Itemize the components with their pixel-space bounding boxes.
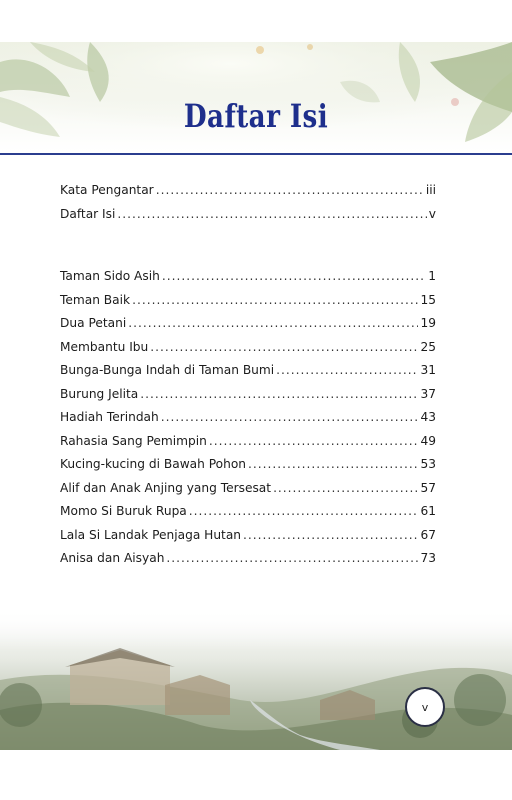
toc-leader-dots [248, 457, 418, 471]
toc-leader-dots [276, 363, 418, 377]
toc-entry-page: iii [425, 183, 436, 197]
toc-entry-page: 73 [420, 551, 436, 565]
book-page [0, 42, 512, 750]
toc-entry[interactable] [60, 269, 436, 293]
toc-leader-dots [156, 183, 424, 197]
toc-entry-title: Lala Si Landak Penjaga Hutan [60, 527, 242, 542]
toc-leader-dots [209, 434, 419, 448]
toc-leader-dots [243, 528, 418, 542]
toc-entry-title: Taman Sido Asih [60, 269, 160, 283]
toc-entry-page: 61 [420, 504, 436, 518]
toc-entry-page: 43 [420, 410, 436, 424]
toc-entry-page: 15 [420, 292, 436, 307]
toc-entry-page: 67 [420, 527, 436, 542]
toc-leader-dots [132, 293, 418, 307]
toc-entry[interactable] [60, 481, 436, 505]
toc-entry-page: 19 [420, 316, 436, 330]
toc-entry-title: Teman Baik [60, 292, 131, 307]
toc-entry[interactable] [60, 183, 436, 207]
footer-village-illustration [0, 610, 512, 750]
toc-entry-title: Membantu Ibu [60, 339, 149, 354]
toc-entry-title: Momo Si Buruk Rupa [60, 504, 187, 518]
toc-entry-title: Daftar Isi [60, 206, 116, 221]
toc-leader-dots [189, 504, 419, 518]
toc-entry[interactable] [60, 207, 436, 231]
toc-leader-dots [150, 340, 418, 354]
toc-entry-title: Alif dan Anak Anjing yang Tersesat [60, 480, 272, 495]
toc-entry-title: Rahasia Sang Pemimpin [60, 433, 207, 448]
toc-entry-page: 31 [420, 363, 436, 377]
toc-leader-dots [166, 551, 418, 565]
toc-entry-page: 25 [420, 339, 436, 354]
toc-entry[interactable] [60, 410, 436, 434]
toc-entry-page: 1 [428, 269, 436, 283]
toc-entry[interactable] [60, 293, 436, 317]
toc-entry[interactable] [60, 387, 436, 411]
toc-entry-page: 53 [420, 457, 436, 471]
toc-entry-title: Anisa dan Aisyah [60, 551, 165, 565]
toc-leader-dots [161, 410, 419, 424]
toc-entry-title: Kucing-kucing di Bawah Pohon [60, 457, 247, 471]
toc-leader-dots [117, 207, 426, 221]
toc-entry-title: Burung Jelita [60, 386, 139, 401]
front-matter-list [60, 183, 436, 230]
toc-entry[interactable] [60, 316, 436, 340]
toc-entry[interactable] [60, 551, 436, 575]
toc-entry-title: Dua Petani [60, 316, 127, 330]
toc-entry-page: 37 [420, 386, 436, 401]
stories-list [60, 269, 436, 575]
toc-entry[interactable] [60, 434, 436, 458]
title-underline [0, 153, 512, 155]
toc-leader-dots [128, 316, 418, 330]
toc-entry[interactable] [60, 528, 436, 552]
toc-leader-dots [273, 481, 418, 495]
toc-entry[interactable] [60, 457, 436, 481]
toc-entry-title: Bunga-Bunga Indah di Taman Bumi [60, 363, 275, 377]
toc-entry[interactable] [60, 340, 436, 364]
toc-entry[interactable] [60, 363, 436, 387]
toc-leader-dots [140, 387, 418, 401]
toc-entry-page: 49 [420, 433, 436, 448]
toc-entry-page: v [428, 206, 436, 221]
page-title: Daftar Isi [183, 97, 329, 135]
toc-entry-title: Hadiah Terindah [60, 410, 159, 424]
toc-entry-page: 57 [420, 480, 436, 495]
toc-leader-dots [162, 269, 426, 283]
toc-entry[interactable] [60, 504, 436, 528]
page-number-badge: v [405, 687, 445, 727]
toc-entry-title: Kata Pengantar [60, 183, 154, 197]
